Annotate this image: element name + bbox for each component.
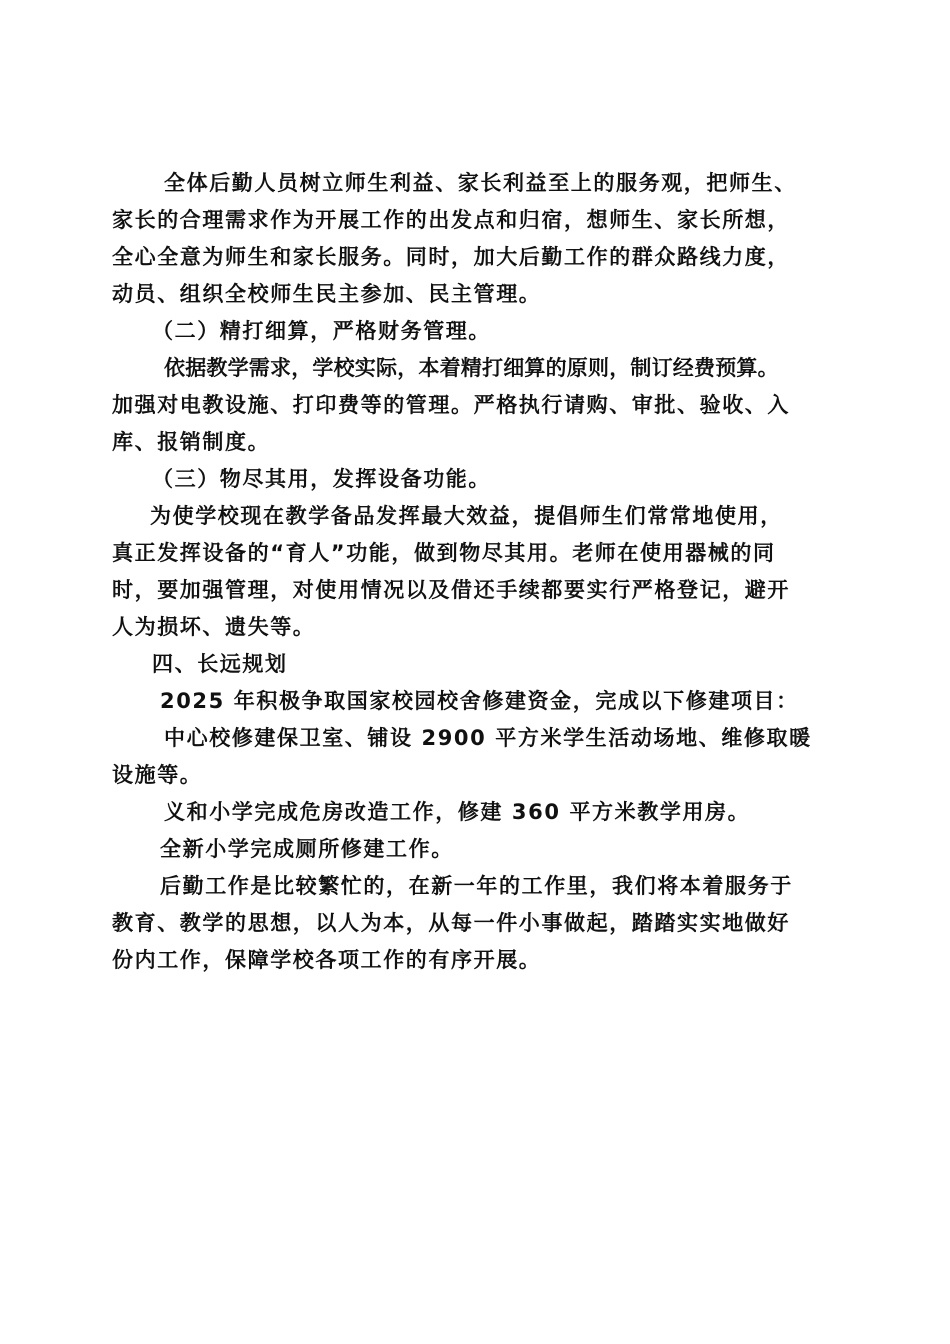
text-line: 设施等。	[112, 763, 203, 787]
text-line: 家长的合理需求作为开展工作的出发点和归宿，想师生、家长所想，	[112, 208, 790, 232]
text-line: 加强对电教设施、打印费等的管理。严格执行请购、审批、验收、入	[112, 393, 790, 417]
text-line: 动员、组织全校师生民主参加、民主管理。	[112, 282, 542, 306]
text-line: 份内工作，保障学校各项工作的有序开展。	[112, 948, 542, 972]
text-line: 中心校修建保卫室、铺设 2900 平方米学生活动场地、维修取暖	[164, 726, 812, 750]
text-line: 2025 年积极争取国家校园校舍修建资金，完成以下修建项目：	[160, 689, 799, 713]
text-line: 全心全意为师生和家长服务。同时，加大后勤工作的群众路线力度，	[112, 245, 790, 269]
section-heading: （三）物尽其用，发挥设备功能。	[152, 467, 491, 491]
text-line: 为使学校现在教学备品发挥最大效益，提倡师生们常常地使用，	[150, 504, 783, 528]
document-body	[112, 165, 852, 979]
text-line: 全新小学完成厕所修建工作。	[160, 837, 454, 861]
text-line: 教育、教学的思想，以人为本，从每一件小事做起，踏踏实实地做好	[112, 911, 790, 935]
text-line: 依据教学需求，学校实际，本着精打细算的原则，制订经费预算。	[164, 356, 779, 380]
text-line: 时，要加强管理，对使用情况以及借还手续都要实行严格登记，避开	[112, 578, 790, 602]
text-line: 全体后勤人员树立师生利益、家长利益至上的服务观，把师生、	[164, 171, 797, 195]
section-heading: （二）精打细算，严格财务管理。	[152, 319, 491, 343]
text-line: 后勤工作是比较繁忙的，在新一年的工作里，我们将本着服务于	[160, 874, 793, 898]
text-line: 人为损坏、遗失等。	[112, 615, 316, 639]
text-line: 真正发挥设备的“育人”功能，做到物尽其用。老师在使用器械的同	[112, 541, 776, 565]
text-line: 义和小学完成危房改造工作，修建 360 平方米教学用房。	[164, 800, 751, 824]
section-heading: 四、长远规划	[152, 652, 288, 676]
text-line: 库、报销制度。	[112, 430, 271, 454]
